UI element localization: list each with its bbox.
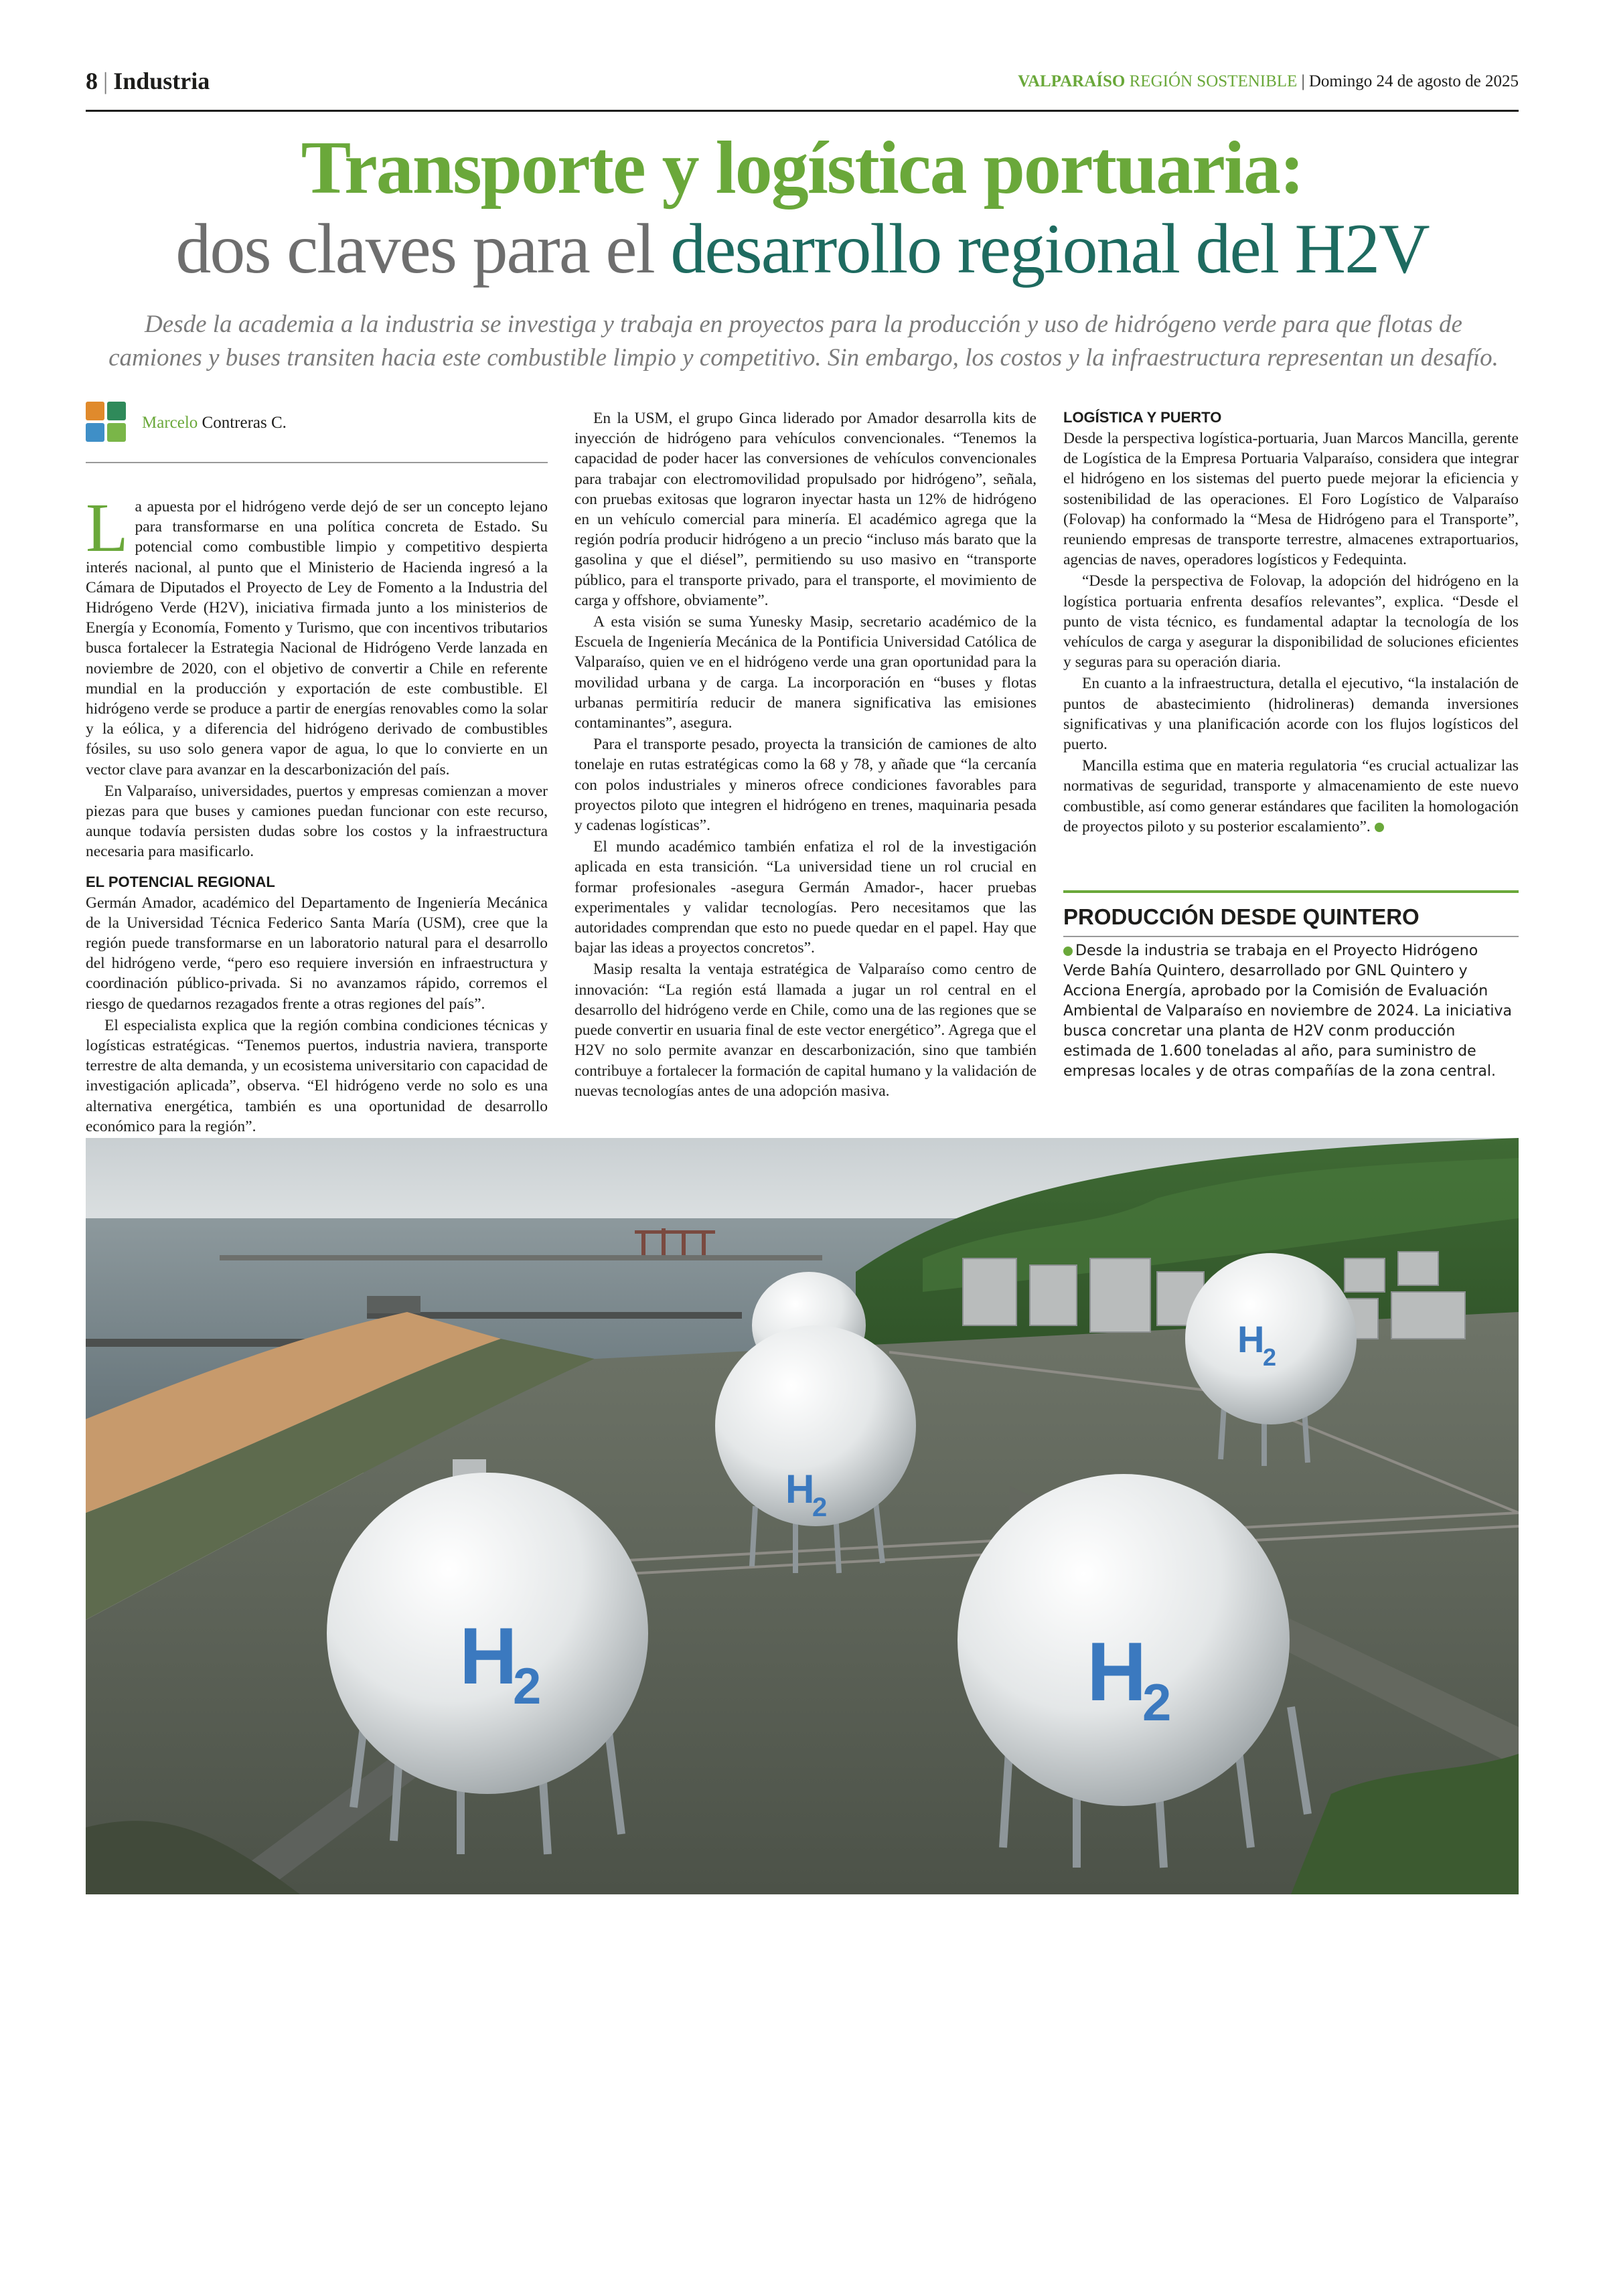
subhead-logistica-puerto: LOGÍSTICA Y PUERTO <box>1063 409 1222 426</box>
article-column-1 <box>86 489 548 1138</box>
sidebar-rule <box>1063 936 1519 937</box>
drop-cap: L <box>86 489 129 566</box>
lede: Desde la academia a la industria se investiga y trabaja en proyectos para la producción y uso de hidrógeno verde para que flotas de camiones y buses transiten hacia este combustible limpio y competitivo. Sin embargo, los costos y la infraestructura representan un desafío. <box>108 311 1499 372</box>
page-number: 8 <box>86 68 98 94</box>
paragraph: El mundo académico también enfatiza el rol de la investigación aplicada en esta transición. “La universidad tiene un rol crucial en formar profesionales -asegura Germán Amador-, hacer pruebas experimentales y validar tecnologías. Pero necesitamos que las autoridades comprendan que esto no puede quedar en el papel. Hay que bajar las ideas a proyectos concretos”. <box>575 838 1037 957</box>
byline <box>86 402 554 442</box>
brand-suffix: REGIÓN SOSTENIBLE <box>1129 72 1298 90</box>
section-name: Industria <box>113 68 210 94</box>
paragraph-text: Mancilla estima que en materia regulatoria “es crucial actualizar las normativas de seguridad, transporte y almacenamiento de este nuevo combustible, así como generar estándares que faciliten la homologación de proyectos piloto y su posterior escalamiento”. <box>1063 757 1519 835</box>
paragraph: Germán Amador, académico del Departamento de Ingeniería Mecánica de la Universidad Técnica Federico Santa María (USM), cree que la región puede transformarse en un laboratorio natural para el desarrollo del hidrógeno verde, “pero eso requiere inversión en infraestructura y coordinación público-privada. Si no avanzamos rápido, corremos el riesgo de quedarnos rezagados frente a otras regiones del país”. <box>86 894 548 1013</box>
article-column-3 <box>1063 408 1519 838</box>
page-header <box>86 64 1519 104</box>
tank-label-middle: H <box>785 1467 815 1511</box>
paragraph: A esta visión se suma Yunesky Masip, secretario académico de la Escuela de Ingeniería Mecánica de la Pontificia Universidad Católica de Valparaíso, quien ve en el hidrógeno verde una gran oportunidad para la movilidad urbana y de carga. La incorporación en “buses y flotas urbanas permitiría reducir de manera significativa las emisiones contaminantes”, asegura. <box>575 613 1037 732</box>
sidebar-body: Desde la industria se trabaja en el Proyecto Hidrógeno Verde Bahía Quintero, desarrollado por GNL Quintero y Acciona Energía, aprobado por la Comisión de Evaluación Ambiental de Valparaíso en noviembre de 2024. La iniciativa busca concretar una planta de H2V conm producción estimada de 1.600 toneladas al año, para suministro de empresas locales y de otras compañías de la zona central. <box>1063 942 1513 1080</box>
svg-text:2: 2 <box>513 1658 542 1715</box>
paragraph: “Desde la perspectiva de Folovap, la adopción del hidrógeno en la logística portuaria enfrenta desafíos relevantes”, explica. “Desde el punto de vista técnico, es fundamental adaptar la tecnología de los vehículos de carga y asegurar la disponibilidad de soluciones eficientes y seguras para su operación diaria. <box>1063 572 1519 671</box>
tank-label-right: H <box>1087 1626 1147 1718</box>
section-logo-icon <box>86 402 127 443</box>
svg-text:2: 2 <box>1263 1343 1277 1371</box>
paragraph: Masip resalta la ventaja estratégica de Valparaíso como centro de innovación: “La región está llamada a jugar un rol central en el desarrollo del hidrógeno verde en Chile, como una de las regiones que se puede convertir en usuaria final de este vector energético”. Agrega que el H2V no solo permite avanzar en descarbonización, sino que también contribuye a fortalecer la formación de capital humano y la validación de nuevas tecnologías antes de una adopción masiva. <box>575 961 1037 1100</box>
svg-text:2: 2 <box>812 1493 828 1522</box>
issue-date: Domingo 24 de agosto de 2025 <box>1308 72 1519 90</box>
sidebar-title: PRODUCCIÓN DESDE QUINTERO <box>1063 904 1420 929</box>
paragraph: Para el transporte pesado, proyecta la transición de camiones de alto tonelaje en rutas estratégicas como la 68 y 78, y añade que “la cercanía con polos industriales y mineros ofrece condiciones favorables para proyectos piloto que integren el hidrógeno en trenes, maquinaria pesada y cadenas logísticas”. <box>575 736 1037 835</box>
paragraph <box>1063 756 1519 837</box>
paragraph: En cuanto a la infraestructura, detalla el ejecutivo, “la instalación de puntos de abastecimiento (hidrolineras) demanda inversiones significativas y una planificación acorde con los flujos logísticos del puerto. <box>1063 675 1519 754</box>
page-section: 8 | Industria <box>86 68 210 94</box>
sidebar-text <box>1063 941 1519 1082</box>
headline-line2 <box>86 208 1519 291</box>
masthead-info: VALPARAÍSO REGIÓN SOSTENIBLE | Domingo 24 de agosto de 2025 <box>1018 72 1519 90</box>
headline-line2-prefix: dos claves para el <box>175 210 671 288</box>
svg-text:2: 2 <box>1142 1673 1172 1732</box>
paragraph: En Valparaíso, universidades, puertos y empresas comienzan a mover piezas para que buses y camiones puedan funcionar con este recurso, aunque todavía persisten dudas sobre los costos y la infraestructura necesaria para masificarlo. <box>86 782 548 861</box>
headline-line2-highlight: desarrollo regional del H2V <box>670 210 1429 288</box>
paragraph <box>86 489 548 780</box>
hydrogen-tanks-photo <box>86 1138 1519 1894</box>
paragraph: En la USM, el grupo Ginca liderado por Amador desarrolla kits de inyección de hidrógeno para vehículos convencionales. “Tenemos la capacidad de poder hacer las conversiones de vehículos convencionales para trabajar con electromovilidad propulsado por hidrógeno”, señala, con pruebas exitosas que lograron inyectar hasta un 12% de hidrógeno en un vehículo comercial para minería. El académico agrega que la región podría producir hidrógeno a un precio “incluso más barato que la gasolina y que el diésel”, permitiendo su uso masivo en “transporte público, para el transporte privado, para el transporte, el movimiento de carga y offshore, obviamente”. <box>575 410 1037 609</box>
bullet-icon <box>1063 947 1073 956</box>
paragraph: Desde la perspectiva logística-portuaria, Juan Marcos Mancilla, gerente de Logística de la Empresa Portuaria Valparaíso, considera que integrar el hidrógeno en los sistemas del puerto puede mejorar la eficiencia y sostenibilidad de las operaciones. El Foro Logístico de Valparaíso (Folovap) ha conformado la “Mesa de Hidrógeno para el Transporte”, reuniendo empresas de transporte terrestre, almacenes extraportuarios, agencias de naves, operadores logísticos y Fedequinta. <box>1063 430 1519 569</box>
subhead-potencial-regional: EL POTENCIAL REGIONAL <box>86 873 275 890</box>
byline-rule <box>86 462 548 463</box>
end-mark-icon <box>1375 823 1384 832</box>
header-rule <box>86 110 1519 112</box>
paragraph-text: a apuesta por el hidrógeno verde dejó de ser un concepto lejano para transformarse en una política concreta de Estado. Su potencial como combustible limpio y competitivo despierta interés nacional, al punto que el Ministerio de Hacienda ingresó a la Cámara de Diputados el Proyecto de Ley de Fomento a la Industria del Hidrógeno Verde (H2V), iniciativa firmada junto a los ministerios de Energía y Economía, Fomento y Turismo, que con incentivos tributarios busca fortalecer la Estrategia Nacional de Hidrógeno Verde lanzada en noviembre de 2020, con el objetivo de convertir a Chile en referente mundial en la producción y exportación de este combustible. El hidrógeno verde se produce a partir de energías renovables como la solar y la eólica, y a diferencia del hidrógeno derivado de combustibles fósiles, su uso solo genera vapor de agua, lo que lo convierte en un vector clave para avanzar en la descarbonización del país. <box>86 498 548 778</box>
brand-name: VALPARAÍSO <box>1018 72 1126 90</box>
article-column-2 <box>575 408 1037 1102</box>
tank-label-left: H <box>459 1611 518 1701</box>
author-last-name: Contreras C. <box>202 414 287 432</box>
paragraph: El especialista explica que la región combina condiciones técnicas y logísticas estratégicas. “Tenemos puertos, industria naviera, transporte terrestre de alta demanda, y un ecosistema universitario con capacidad de investigación aplicada”, observa. “El hidrógeno verde no solo es una alternativa energética, también es una oportunidad de desarrollo económico para la región”. <box>86 1016 548 1135</box>
sidebar-rule-top <box>1063 890 1519 893</box>
author-name <box>142 414 287 432</box>
author-first-name: Marcelo <box>142 414 198 432</box>
tank-label-right-back: H <box>1237 1318 1265 1360</box>
headline-line1: Transporte y logística portuaria: <box>301 127 1304 210</box>
